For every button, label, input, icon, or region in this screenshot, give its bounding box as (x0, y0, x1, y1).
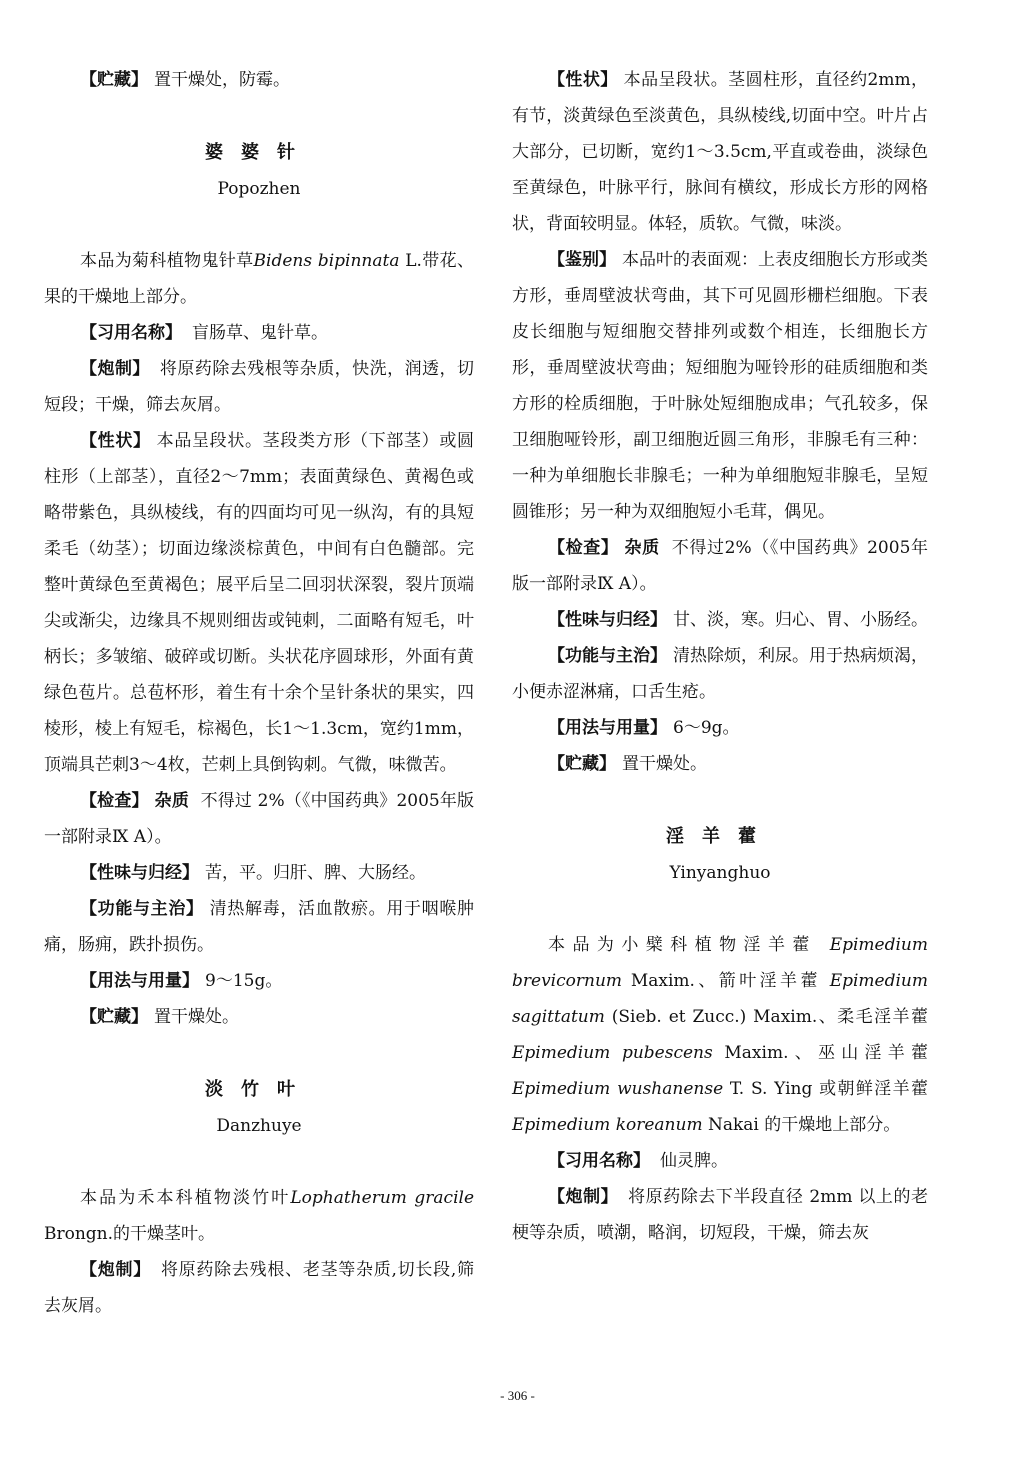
latin-name: Epimedium wushanense (512, 1079, 724, 1099)
process-entry: 【炮制】 将原药除去残根、老茎等杂质,切长段,筛去灰屑。 (44, 1260, 475, 1316)
origin-paragraph: 本品为菊科植物鬼针草Bidens bipinnata L.带花、果的干燥地上部分。 (44, 251, 475, 307)
latin-name: Epimedium sagittatum (512, 971, 929, 1027)
dosage-entry: 【用法与用量】 9～15g。 (80, 971, 283, 991)
latin-name: Epimedium koreanum (512, 1115, 703, 1135)
herb-pinyin: Popozhen (217, 179, 301, 199)
section-tag: 【贮藏】 (80, 70, 148, 90)
latin-name: Lophatherum gracile (290, 1188, 475, 1208)
origin-paragraph: 本品为禾本科植物淡竹叶Lophatherum gracile Brongn.的干燥茎叶。 (44, 1188, 475, 1244)
origin-paragraph: 本品为小檗科植物淫羊藿 Epimedium brevicornum Maxim.、箭叶淫羊藿 Epimedium sagittatum (Sieb. et Zucc.) Maxim.、柔毛淫羊藿 Epimedium pubescens Maxim.、巫山淫羊藿 Epimedium wushanense T. S. Ying 或朝鲜淫羊藿 Epimedium koreanum Nakai 的干燥地上部分。 (512, 935, 929, 1135)
process-entry: 【炮制】 将原药除去残根等杂质，快洗，润透，切短段；干燥，筛去灰屑。 (44, 359, 475, 415)
left-column (44, 62, 474, 1324)
dosage-entry: 【用法与用量】 6～9g。 (548, 718, 740, 738)
nature-entry: 【性味与归经】 甘、淡，寒。归心、胃、小肠经。 (548, 610, 928, 630)
storage-entry: 【贮藏】 置干燥处。 (80, 1007, 239, 1027)
page-number: - 306 - (500, 1388, 535, 1403)
alias-entry: 【习用名称】 盲肠草、鬼针草。 (80, 323, 328, 343)
process-entry: 【炮制】 将原药除去下半段直径 2mm 以上的老梗等杂质，喷潮，略润，切短段，干燥，筛去灰 (512, 1187, 928, 1243)
function-entry: 【功能与主治】 清热解毒，活血散瘀。用于咽喉肿痛，肠痈，跌扑损伤。 (44, 899, 475, 955)
character-entry: 【性状】 本品呈段状。茎段类方形（下部茎）或圆柱形（上部茎），直径2～7mm；表面黄绿色、黄褐色或略带紫色，具纵棱线，有的四面均可见一纵沟，有的具短柔毛（幼茎）；切面边缘淡棕黄色，中间有白色髓部。完整叶黄绿色至黄褐色；展平后呈二回羽状深裂，裂片顶端尖或渐尖，边缘具不规则细齿或钝刺，二面略有短毛，叶柄长；多皱缩、破碎或切断。头状花序圆球形，外面有黄绿色苞片。总苞杯形，着生有十余个呈针条状的果实，四棱形，棱上有短毛，棕褐色，长1～1.3cm，宽约1mm，顶端具芒刺3～4枚，芒刺上具倒钩刺。气微，味微苦。 (44, 431, 475, 775)
alias-entry: 【习用名称】 仙灵脾。 (548, 1151, 728, 1171)
section-text: 置干燥处，防霉。 (154, 70, 290, 90)
latin-name: Epimedium brevicornum (512, 935, 929, 991)
herb-pinyin: Yinyanghuo (669, 863, 771, 883)
nature-entry: 【性味与归经】 苦，平。归肝、脾、大肠经。 (80, 863, 426, 883)
check-entry: 【检查】 杂质 不得过2%（《中国药典》2005年版一部附录Ⅸ A）。 (512, 538, 929, 594)
latin-name: Bidens bipinnata (253, 251, 400, 271)
storage-entry (44, 62, 474, 98)
right-column (512, 62, 928, 1251)
herb-pinyin: Danzhuye (216, 1116, 302, 1136)
herb-title: 淫羊藿 (666, 826, 774, 847)
function-entry: 【功能与主治】 清热除烦，利尿。用于热病烦渴，小便赤涩淋痛，口舌生疮。 (512, 646, 928, 702)
identification-entry: 【鉴别】 本品叶的表面观：上表皮细胞长方形或类方形，垂周壁波状弯曲，其下可见圆形栅栏细胞。下表皮长细胞与短细胞交替排列或数个相连，长细胞长方形，垂周壁波状弯曲；短细胞为哑铃形的硅质细胞和类方形的栓质细胞，于叶脉处短细胞成串；气孔较多，保卫细胞哑铃形，副卫细胞近圆三角形，非腺毛有三种：一种为单细胞长非腺毛；一种为单细胞短非腺毛，呈短圆锥形；另一种为双细胞短小毛茸，偶见。 (512, 250, 928, 522)
herb-title: 婆婆针 (205, 142, 313, 163)
check-entry: 【检查】 杂质 不得过 2%（《中国药典》2005年版一部附录Ⅸ A）。 (44, 791, 475, 847)
herb-title: 淡竹叶 (205, 1079, 313, 1100)
character-entry: 【性状】 本品呈段状。茎圆柱形，直径约2mm，有节，淡黄绿色至淡黄色，具纵棱线,切面中空。叶片占大部分，已切断，宽约1～3.5cm,平直或卷曲，淡绿色至黄绿色，叶脉平行，脉间有横纹，形成长方形的网格状，背面较明显。体轻，质软。气微，味淡。 (512, 70, 928, 234)
latin-name: Epimedium pubescens (512, 1043, 713, 1063)
storage-entry: 【贮藏】 置干燥处。 (548, 754, 707, 774)
